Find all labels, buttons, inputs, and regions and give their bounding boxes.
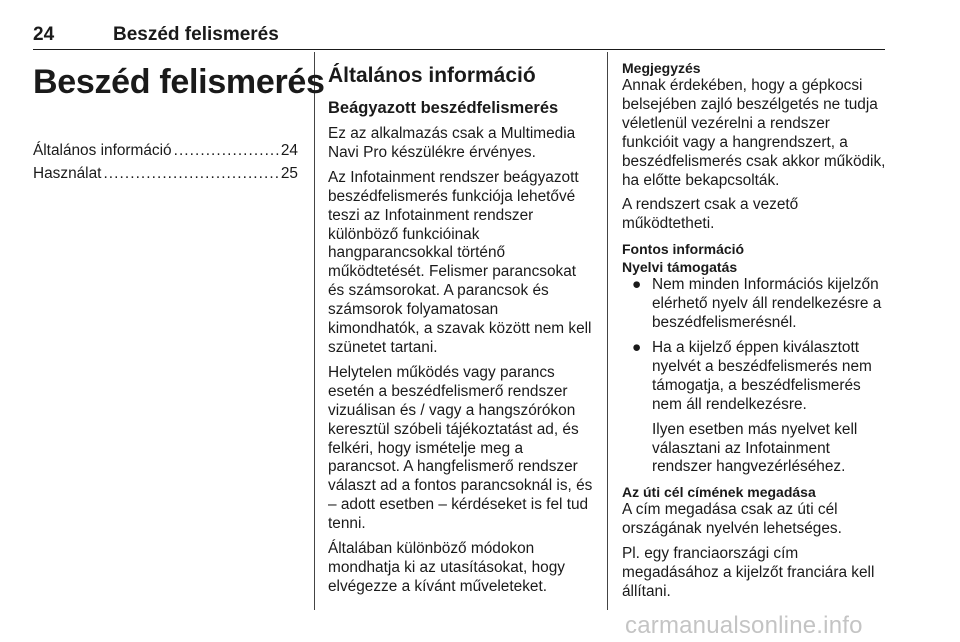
column-divider-right	[607, 52, 608, 610]
note-paragraph: Annak érdekében, hogy a gépkocsi belsejében zajló beszélgetés ne tudja véletlenül vezérelni a rendszer funkcióit vagy a hangrendszert, a beszédfelismerés csak akkor működik, ha előtte bekapcsolták.	[622, 77, 886, 189]
note-title: Megjegyzés	[622, 60, 701, 76]
important-info-heading: Fontos információ	[622, 241, 745, 258]
right-column	[622, 58, 888, 608]
list-item-text: Ha a kijelző éppen kiválasztott nyelvét a beszédfelismerés nem támogatja, a beszédfelismerés nem áll rendelkezésre.	[652, 338, 872, 413]
section-title: Általános információ	[328, 64, 536, 87]
table-of-contents	[33, 142, 298, 188]
body-paragraph: Ez az alkalmazás csak a Multimedia Navi Pro készülékre érvényes.	[328, 125, 576, 161]
running-title: Beszéd felismerés	[113, 24, 279, 45]
page-number: 24	[33, 24, 55, 45]
toc-leader-dots	[103, 165, 278, 184]
toc-entry-label: Általános információ	[33, 142, 172, 159]
chapter-title: Beszéd felismerés	[33, 63, 325, 101]
toc-entry-label: Használat	[33, 165, 102, 182]
note-paragraph: A rendszert csak a vezető működtetheti.	[622, 196, 799, 233]
body-paragraph: Pl. egy franciaországi cím megadásához a kijelzőt franciára kell állítani.	[622, 545, 875, 600]
list-item	[622, 339, 888, 477]
body-paragraph: Általában különböző módokon mondhatja ki az utasításokat, hogy elvégezze a kívánt műveleteket.	[328, 540, 565, 595]
destination-heading: Az úti cél címének megadása	[622, 484, 816, 501]
bullet-icon: ●	[632, 276, 642, 294]
body-paragraph: Az Infotainment rendszer beágyazott beszédfelismerés funkciója lehetővé teszi az Infotainment rendszer különböző funkcióinak hangparancsokkal történő működtetését. Felismer parancsokat és számsorokat. A parancsok és számsorok folyamatosan kimondhatók, a szavak között nem kell szünetet tartani.	[328, 168, 592, 356]
toc-leader-dots	[174, 142, 279, 161]
language-support-heading: Nyelvi támogatás	[622, 259, 738, 276]
section-subtitle: Beágyazott beszédfelismerés	[328, 99, 559, 117]
language-support-list	[622, 276, 888, 477]
toc-entry-page: 24	[280, 142, 298, 159]
main-column	[328, 58, 594, 603]
page-header	[33, 22, 885, 50]
bullet-icon: ●	[632, 338, 642, 356]
list-item-text: Ilyen esetben más nyelvet kell választani az Infotainment rendszer hangvezérléséhez.	[652, 420, 858, 476]
toc-column	[33, 58, 325, 188]
toc-entry[interactable]	[33, 142, 298, 165]
column-divider-left	[314, 52, 315, 610]
toc-entry[interactable]	[33, 165, 298, 188]
list-item-text: Nem minden Információs kijelzőn elérhető nyelv áll rendelkezésre a beszédfelismerésnél.	[652, 276, 882, 332]
watermark-text: carmanualsonline.info	[625, 612, 863, 639]
body-paragraph: Helytelen működés vagy parancs esetén a beszédfelismerő rendszer vizuálisan és / vagy a hangszórókon keresztül szóbeli tájékoztatást ad, és felkéri, hogy ismételje meg a parancsot. A hangfelismerő rendszer választ ad a fontos parancsoknál is, és – adott esetben – kérdéseket is fel tud tenni.	[328, 363, 593, 533]
list-item	[622, 276, 888, 333]
toc-entry-page: 25	[280, 165, 298, 182]
body-paragraph: A cím megadása csak az úti cél országának nyelvén lehetséges.	[622, 501, 842, 538]
